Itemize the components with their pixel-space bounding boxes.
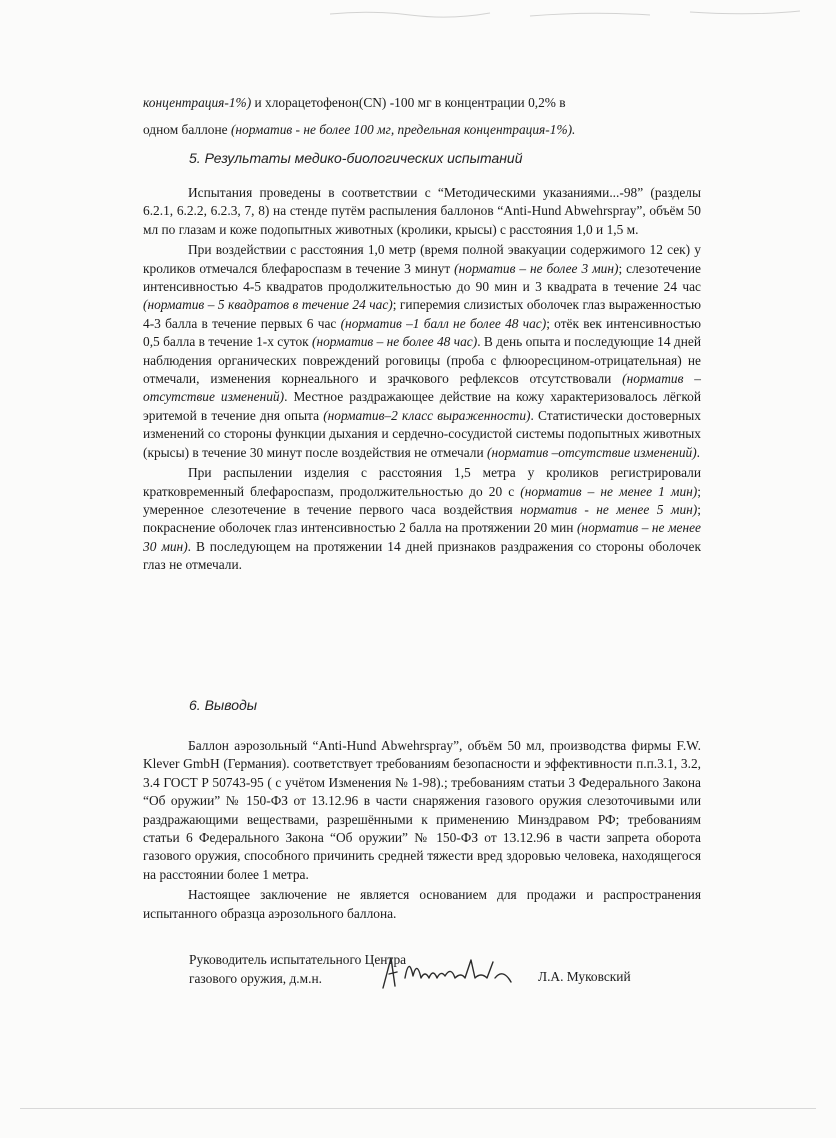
normative-note: (норматив – не менее 30 мин): [143, 520, 701, 554]
normative-note: (норматив – 5 квадратов в течение 24 час): [143, 297, 393, 313]
text-run: . В день опыта и последующие 14 дней наблюдения органических повреждений роговицы (проба с флюоресцином-отрицательная) не отмечали, изменения корнеального и зрачкового рефлексов отсутствовали: [143, 334, 701, 387]
text-run: ; умеренное слезотечение в течение первого часа воздействия: [143, 483, 701, 517]
intro-italic-b: (норматив - не более 100 мг, предельная концентрация-1%).: [230, 122, 576, 138]
text-run: . Статистически достоверных изменений со стороны функции дыхания и сердечно-сосудистой системы подопытных животных (крысы) в течение 30 минут после воздействия не отмечали: [143, 407, 701, 460]
text-run: .: [696, 444, 701, 460]
normative-note: (норматив – не более 48 час): [312, 334, 478, 350]
section-5-body: [143, 184, 701, 575]
intro-text-a: и хлорацетофенон(CN) -100 мг в концентрации 0,2% в: [251, 95, 566, 110]
section-5-paragraph-1: Испытания проведены в соответствии с “Методическими указаниями...-98” (разделы 6.2.1, 6.2.2, 6.2.3, 7, 8) на стенде путём распыления баллонов “Anti-Hund Abwehrspray”, объём 50 мл по глазам и коже подопытных животных (кролики, крысы) с расстояния 1,0 и 1,5 м.: [143, 185, 701, 237]
text-run: ; гиперемия слизистых оболочек глаз выраженностью 4-3 балла в течение первых 6 час: [143, 297, 701, 331]
signer-title-line-1: Руководитель испытательного Центра: [189, 952, 407, 967]
intro-text-b: одном баллоне: [143, 122, 231, 138]
section-6-heading: 6. Выводы: [189, 697, 258, 713]
text-run: ; слезотечение интенсивностью 4-5 квадратов продолжительностью до 90 мин и 3 квадрата в течение 24 час: [143, 260, 702, 295]
signer-title-line-2: газового оружия, д.м.н.: [189, 971, 322, 986]
text-run: ; покраснение оболочек глаз интенсивностью 2 балла на протяжении 20 мин: [143, 501, 701, 536]
signer-name: Л.А. Муковский: [538, 969, 631, 984]
section-6-paragraph-2: Настоящее заключение не является основанием для продажи и распространения испытанного образца аэрозольного баллона.: [143, 887, 701, 921]
normative-note: (норматив – не менее 1 мин): [520, 483, 698, 499]
scan-bottom-edge: [20, 1108, 816, 1109]
text-run: ; отёк век интенсивностью 0,5 балла в течение 1-х суток: [143, 315, 701, 350]
intro-continuation: [143, 94, 701, 140]
intro-italic-a: концентрация-1%): [143, 95, 252, 110]
text-run: При воздействии с расстояния 1,0 метр (время полной эвакуации содержимого 12 сек) у кроликов отмечался блефароспазм в течение 3 минут: [143, 242, 701, 276]
text-run: При распылении изделия с расстояния 1,5 метра у кроликов регистрировали кратковременный блефароспазм, продолжительностью до 20 с: [143, 465, 701, 499]
normative-note: норматив - не менее 5 мин): [520, 501, 698, 517]
normative-note: (норматив – не более 3 мин): [454, 260, 619, 276]
normative-note: (норматив – отсутствие изменений): [143, 371, 701, 405]
normative-note: (норматив –отсутствие изменений): [486, 444, 697, 460]
section-6-paragraph-1: Баллон аэрозольный “Anti-Hund Abwehrspray”, объём 50 мл, производства фирмы F.W. Klever GmbH (Германия). соответствует требованиям безопасности и эффективности п.п.3.1, 3.2, 3.4 ГОСТ Р 50743-95 ( с учётом Изменения № 1-98).; требованиям статьи 3 Федерального Закона “Об оружии” № 150-ФЗ от 13.12.96 в части снаряжения газового оружия слезоточивыми или раздражающими веществами, разрешёнными к применению Минздравом РФ; требованиям статьи 6 Федерального Закона “Об оружии” № 150-ФЗ от 13.12.96 в части запрета оборота газового оружия, способного причинить средней тяжести вред здоровью человека, находящегося на расстоянии более 1 метра.: [143, 738, 701, 882]
section-5-heading: 5. Результаты медико-биологических испытаний: [189, 150, 523, 166]
text-run: . В последующем на протяжении 14 дней признаков раздражения со стороны оболочек глаз не отмечали.: [143, 538, 701, 573]
text-run: . Местное раздражающее действие на кожу характеризовалось лёгкой эритемой в течение дня опыта: [143, 389, 701, 423]
scan-artifact-marks: [330, 6, 800, 22]
normative-note: (норматив–2 класс выраженности): [323, 407, 531, 423]
section-6-body: [143, 737, 701, 923]
section-5-paragraph-2: [143, 241, 701, 462]
handwritten-signature: [375, 948, 525, 998]
section-5-paragraph-3: [143, 464, 701, 574]
normative-note: (норматив –1 балл не более 48 час): [340, 315, 547, 331]
